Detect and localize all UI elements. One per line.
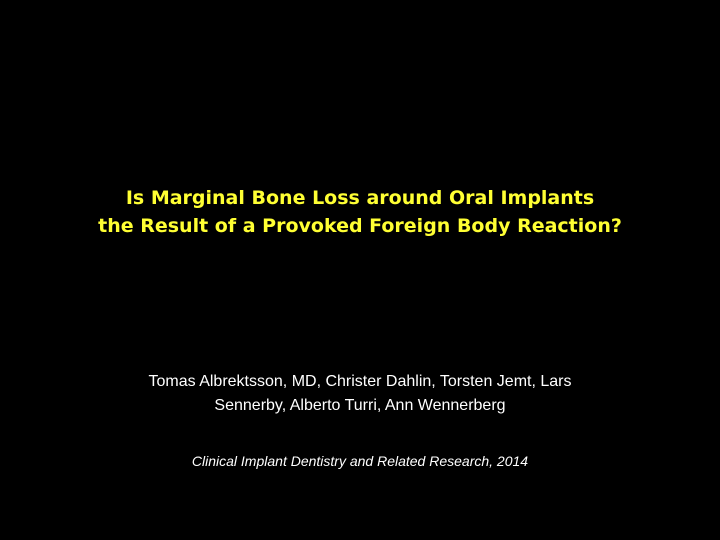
- author-list: [0, 370, 720, 418]
- slide-title: [0, 184, 720, 240]
- journal-citation: Clinical Implant Dentistry and Related Research, 2014: [191, 453, 529, 469]
- author-line-1: Tomas Albrektsson, MD, Christer Dahlin, Torsten Jemt, Lars: [148, 373, 572, 390]
- title-line-1: Is Marginal Bone Loss around Oral Implants: [125, 187, 595, 209]
- author-line-2: Sennerby, Alberto Turri, Ann Wennerberg: [214, 397, 506, 414]
- title-line-2: the Result of a Provoked Foreign Body Reaction?: [98, 215, 622, 237]
